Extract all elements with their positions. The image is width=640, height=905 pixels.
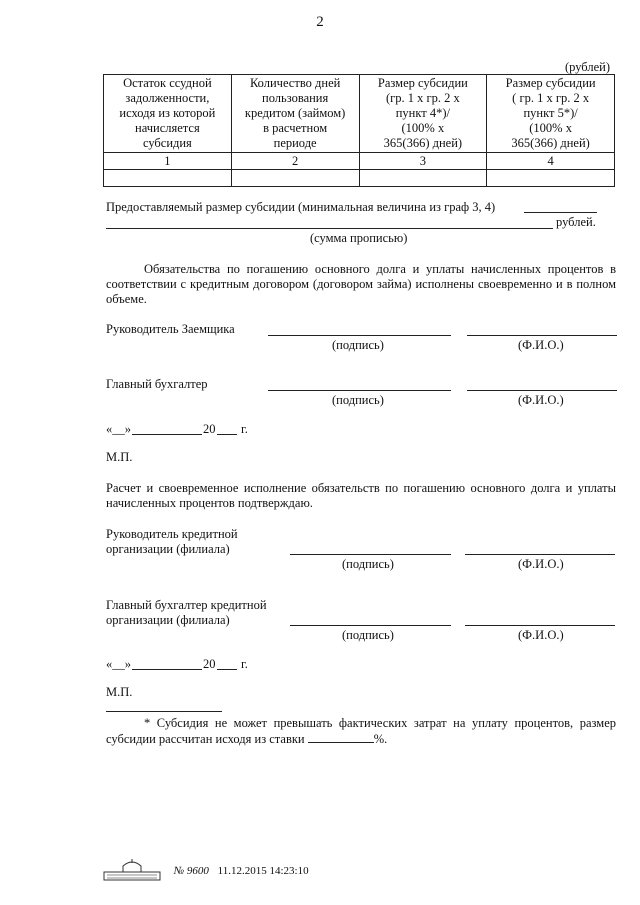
table-cell[interactable] [487,170,615,187]
signature-caption: (подпись) [332,393,384,407]
header-line: кредитом (займом) [244,106,346,120]
header-cell-4 [487,75,615,153]
borrower-date-month-line[interactable] [132,434,202,435]
column-number: 3 [359,153,487,170]
rubles-label: рублей. [556,215,596,229]
header-line: Количество дней [249,76,341,90]
header-line: в расчетном [263,121,328,135]
borrower-date-day: «__» [106,422,131,436]
bank-date-month-line[interactable] [132,669,202,670]
header-line: пункт 4*)/ [395,106,450,120]
column-number-row [104,153,615,170]
subsidy-amount-line[interactable] [524,212,597,213]
table-cell[interactable] [104,170,232,187]
emblem-icon [103,858,163,885]
bank-seal-label: М.П. [106,685,133,699]
bank-accountant-name-line[interactable] [465,625,615,626]
footnote-text: * Субсидия не может превышать фактических затрат на уплату процентов, размер субсидии рассчитан исходя из ставки [106,716,616,746]
table-cell[interactable] [231,170,359,187]
document-timestamp: 11.12.2015 14:23:10 [217,865,309,878]
document-footer [103,858,309,885]
header-cell-3 [359,75,487,153]
table-header-row [104,75,615,153]
bank-date-suffix: г. [241,657,248,671]
header-line: Остаток ссудной [123,76,212,90]
header-line: периоде [273,136,317,150]
name-caption: (Ф.И.О.) [518,628,564,642]
page-number: 2 [316,14,324,30]
header-line: 365(366) дней) [511,136,590,150]
bank-head-label-line-1: Руководитель кредитной [106,527,238,541]
column-number: 1 [104,153,232,170]
rate-blank-line[interactable] [308,731,374,743]
signature-caption: (подпись) [332,338,384,352]
header-line: (100% х [401,121,445,135]
subsidy-table [103,74,615,187]
bank-accountant-label-line-1: Главный бухгалтер кредитной [106,598,267,612]
borrower-date-year-line[interactable] [217,434,237,435]
header-line: начисляется [135,121,200,135]
header-line: пункт 5*)/ [523,106,578,120]
header-cell-2 [231,75,359,153]
obligations-paragraph: Обязательства по погашению основного долга и уплаты начисленных процентов в соответствии с кредитным договором (договором займа) исполнены своевременно и в полном объеме. [106,262,616,306]
subsidy-words-line[interactable] [106,228,553,229]
bank-accountant-signature-line[interactable] [290,625,451,626]
confirm-paragraph: Расчет и своевременное исполнение обязательств по погашению основного долга и уплаты начисленных процентов подтверждаю. [106,481,616,510]
bank-head-name-line[interactable] [465,554,615,555]
column-number: 4 [487,153,615,170]
column-number: 2 [231,153,359,170]
bank-accountant-label [106,598,267,628]
borrower-head-label: Руководитель Заемщика [106,322,235,336]
header-line: задолженности, [125,91,210,105]
borrower-date-suffix: г. [241,422,248,436]
signature-caption: (подпись) [342,557,394,571]
subsidy-amount-text: Предоставляемый размер субсидии (минимальная величина из граф 3, 4) [106,200,496,214]
header-cell-1 [104,75,232,153]
borrower-date-year-prefix: 20 [203,422,216,436]
header-line: (100% х [529,121,572,135]
bank-head-label [106,527,238,557]
borrower-accountant-name-line[interactable] [467,390,617,391]
borrower-seal-label: М.П. [106,450,133,464]
signature-caption: (подпись) [342,628,394,642]
borrower-head-name-line[interactable] [467,335,617,336]
header-line: Размер субсидии [505,76,596,90]
footnote [106,716,616,747]
name-caption: (Ф.И.О.) [518,557,564,571]
bank-date-year-prefix: 20 [203,657,216,671]
bank-date-day: «__» [106,657,131,671]
table-row [104,170,615,187]
sum-in-words-caption: (сумма прописью) [310,231,408,245]
header-line: (гр. 1 х гр. 2 х [385,91,460,105]
borrower-accountant-signature-line[interactable] [268,390,451,391]
borrower-accountant-label: Главный бухгалтер [106,377,208,391]
table-cell[interactable] [359,170,487,187]
bank-head-signature-line[interactable] [290,554,451,555]
footnote-separator [106,711,222,712]
header-line: исходя из которой [119,106,216,120]
bank-head-label-line-2: организации (филиала) [106,542,230,556]
borrower-head-signature-line[interactable] [268,335,451,336]
header-line: субсидия [142,136,192,150]
header-line: ( гр. 1 х гр. 2 х [512,91,590,105]
percent-sign: %. [373,732,388,746]
header-line: 365(366) дней) [383,136,463,150]
units-label: (рублей) [564,60,610,74]
document-number: № 9600 [173,865,209,878]
header-line: Размер субсидии [377,76,468,90]
name-caption: (Ф.И.О.) [518,338,564,352]
name-caption: (Ф.И.О.) [518,393,564,407]
header-line: пользования [262,91,329,105]
bank-accountant-label-line-2: организации (филиала) [106,613,230,627]
bank-date-year-line[interactable] [217,669,237,670]
